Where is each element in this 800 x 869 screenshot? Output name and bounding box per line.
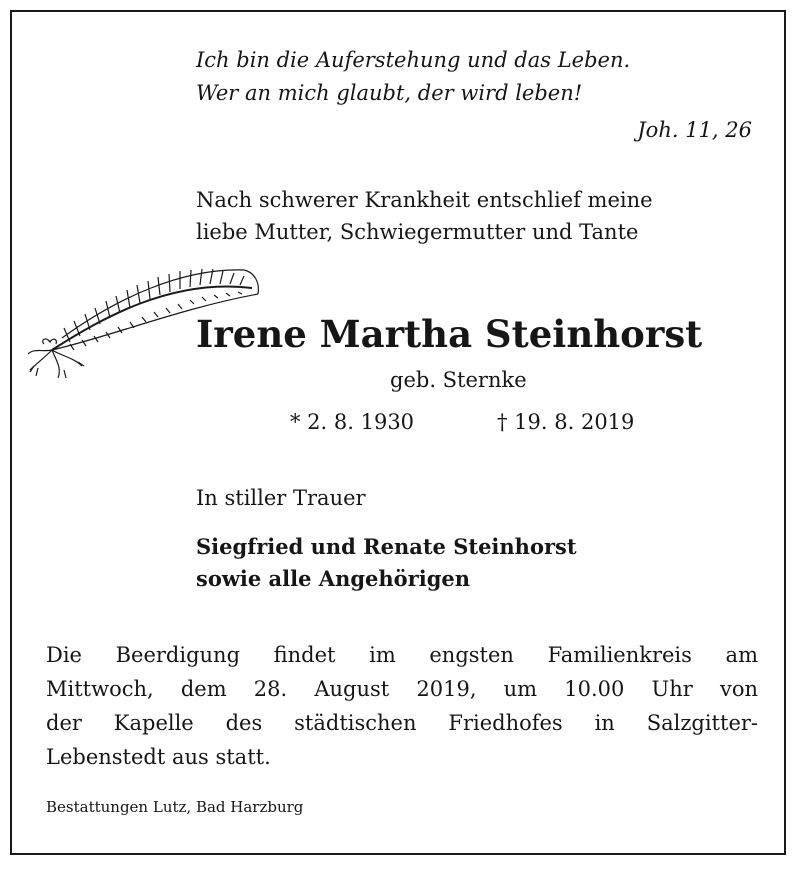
intro-text [196, 184, 653, 248]
funeral-notice [46, 638, 758, 774]
death-date: † 19. 8. 2019 [497, 410, 635, 434]
mourners-line-1: Siegfried und Renate Steinhorst [196, 534, 577, 559]
mourners-line-2: sowie alle Angehörigen [196, 566, 471, 591]
verse-reference: Joh. 11, 26 [637, 118, 752, 142]
deceased-name: Irene Martha Steinhorst [196, 312, 703, 356]
funeral-line-4: Lebenstedt aus statt. [46, 745, 271, 769]
intro-line-2: liebe Mutter, Schwiegermutter und Tante [196, 220, 639, 244]
birth-name: geb. Sternke [390, 368, 527, 392]
funeral-line-2: Mittwoch, dem 28. August 2019, um 10.00 Uhr von [46, 677, 758, 701]
mourning-label: In stiller Trauer [196, 486, 366, 510]
intro-line-1: Nach schwerer Krankheit entschlief meine [196, 188, 653, 212]
bible-verse [196, 44, 630, 110]
funeral-line-3: der Kapelle des städtischen Friedhofes in Salzgitter- [46, 711, 758, 735]
mourners [196, 531, 577, 595]
birth-date: * 2. 8. 1930 [290, 410, 415, 434]
verse-line-2: Wer an mich glaubt, der wird leben! [196, 81, 583, 105]
undertaker: Bestattungen Lutz, Bad Harzburg [46, 798, 304, 816]
funeral-line-1: Die Beerdigung findet im engsten Familienkreis am [46, 643, 758, 667]
verse-line-1: Ich bin die Auferstehung und das Leben. [196, 48, 631, 72]
